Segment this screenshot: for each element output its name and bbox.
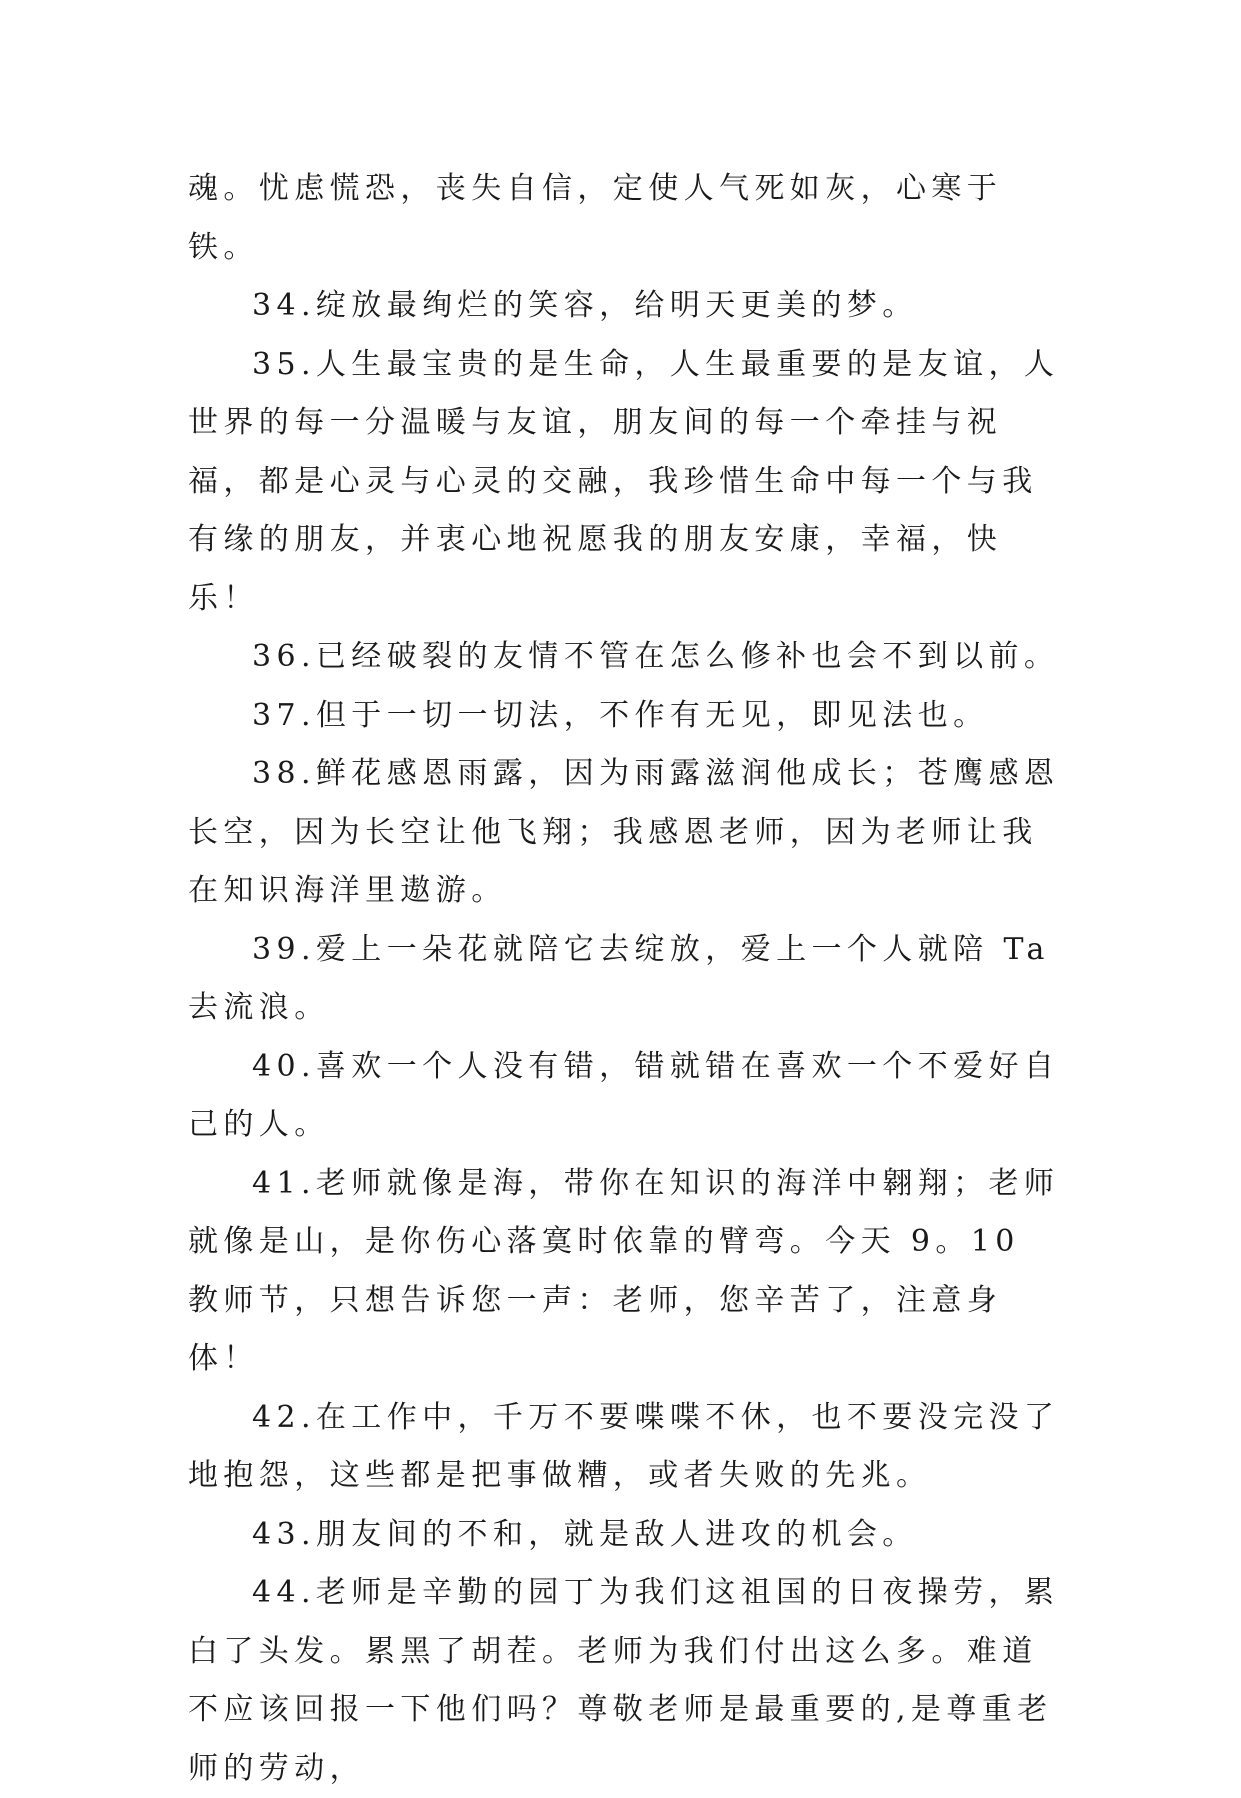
- paragraph-40: 40.喜欢一个人没有错，错就错在喜欢一个不爱好自己的人。: [188, 1048, 1060, 1142]
- paragraph-38: 38.鲜花感恩雨露，因为雨露滋润他成长；苍鹰感恩长空，因为长空让他飞翔；我感恩老师，因为老师让我在知识海洋里遨游。: [188, 756, 1060, 908]
- paragraph-36: 36.已经破裂的友情不管在怎么修补也会不到以前。: [252, 639, 1060, 674]
- paragraph-continuation: 魂。忧虑慌恐，丧失自信，定使人气死如灰，心寒于铁。: [188, 171, 1003, 265]
- paragraph-37: 37.但于一切一切法，不作有无见，即见法也。: [252, 697, 989, 733]
- paragraph-35: 35.人生最宝贵的是生命，人生最重要的是友谊，人世界的每一分温暖与友谊，朋友间的每一个牵挂与祝福，都是心灵与心灵的交融，我珍惜生命中每一个与我有缘的朋友，并衷心地祝愿我的朋友安康，幸福，快乐！: [188, 346, 1060, 616]
- paragraph-44: 44.老师是辛勤的园丁为我们这祖国的日夜操劳，累白了头发。累黑了胡茬。老师为我们付出这么多。难道不应该回报一下他们吗？尊敬老师是最重要的,是尊重老师的劳动，: [188, 1575, 1060, 1786]
- paragraph-34: 34.绽放最绚烂的笑容，给明天更美的梦。: [252, 288, 918, 323]
- paragraph-39: 39.爱上一朵花就陪它去绽放，爱上一个人就陪 Ta 去流浪。: [188, 931, 1050, 1025]
- paragraph-43: 43.朋友间的不和，就是敌人进攻的机会。: [252, 1516, 918, 1552]
- paragraph-42: 42.在工作中，千万不要喋喋不休，也不要没完没了地抱怨，这些都是把事做糟，或者失败的先兆。: [188, 1399, 1060, 1493]
- body-text: [188, 160, 1068, 1798]
- paragraph-41: 41.老师就像是海，带你在知识的海洋中翱翔；老师就像是山，是你伤心落寞时依靠的臂弯。今天 9。10 教师节，只想告诉您一声：老师，您辛苦了，注意身体！: [188, 1165, 1060, 1376]
